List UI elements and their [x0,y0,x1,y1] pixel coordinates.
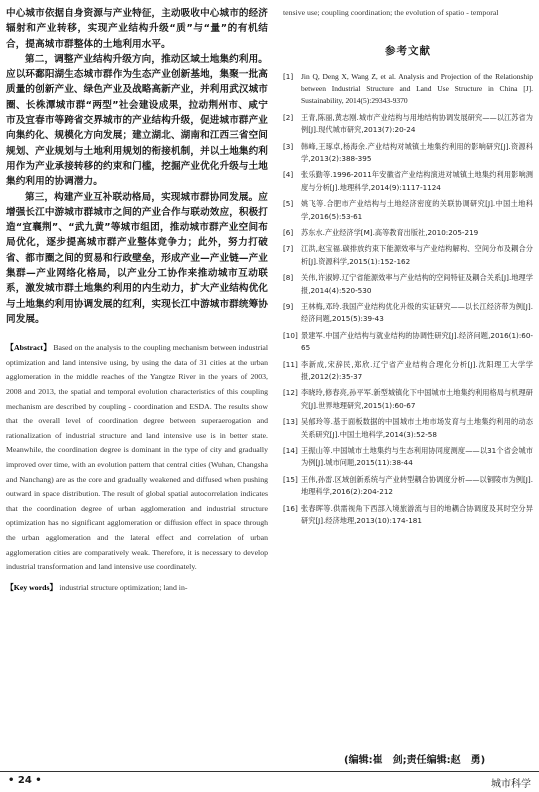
abstract-text: Based on the analysis to the coupling mechanism between industrial optimization and land intensive using, by using the data of 31 cities at the urban agglomeration in the middle reaches of the Yangtze River in the years of 2003, 2008 and 2013, the spatial and temporal evolution characteristics of this coupling mechanism are described by coupling - coordination and ESDA. The results show that the overall level of coordination degree between superaerogation and rationalization of industrial structure and land intensive use is in better state. Meanwhile, the coordination degree is dominant in the type of city and gradually improved over time, with an evolution pattern that central cities (Wuhan, Changsha and Nanchang) are as the core and gradually weakened and diffused when pushing outward in space distribution. The result of global spatial autocorrelation indicates that the coordination degree of urban agglomeration and industrial structure optimization has no significant agglomeration or diffusion effect in space through the urban agglomeration and the lateral effect and correlation of urban agglomeration cities are comparatively weak. Therefore, it is necessary to develop industrial transformation and land intensive use coordinately. [6,343,268,572]
reference-text: 王林梅,邓玲.我国产业结构优化升级的实证研究——以长江经济带为例[J].经济问题,2015(5):39-43 [301,302,533,324]
reference-text: 吴郁玲等.基于面板数据的中国城市土地市场发育与土地集约利用的动态关系研究[J].中国土地科学,2014(3):52-58 [301,417,533,439]
right-column [283,6,533,532]
reference-number: [8] [283,273,294,283]
reference-item [283,387,533,412]
reference-text: Jin Q, Deng X, Wang Z, et al. Analysis and Projection of the Relationship between Industrial Structure and Land Use Structure in China [J]. Sustainability, 2014(5):29343-9370 [301,71,533,106]
reference-item [283,198,533,223]
body-paragraph-2: 第二，调整产业结构升级方向，推动区域土地集约利用。应以环鄱阳湖生态城市群作为生态产业创新基地，集聚一批高质量的创新产业、绿色产业及战略高新产业，并利用武汉城市圈、长株潭城市群“两型”社会建设成果，拉动荆州市、咸宁市及宜春市等跨省交界城市的产业结构升级，促进城市群产业向集约化、规模化方向发展；建立湖北、湖南和江西三省空间规划、产业规划与土地利用规划的衔接机制，并以土地集约利用作为产业承接转移的约束和门槛，挖掘产业优化升级与土地集约利用的协调潜力。 [6,53,268,188]
reference-text: 景建军.中国产业结构与就业结构的协调性研究[J].经济问题,2016(1):60-65 [301,330,533,353]
reference-number: [1] [283,71,294,81]
reference-item [283,445,533,470]
reference-number: [4] [283,170,294,180]
reference-item [283,243,533,268]
reference-text: 江洪,赵宝福.碳排放约束下能源效率与产业结构解构、空间分布及耦合分析[J].资源科学,2015(1):152-162 [301,244,533,266]
reference-item [283,227,533,239]
reference-text: 苏东水.产业经济学[M].高等教育出版社,2010:205-219 [301,227,479,237]
reference-text: 张春晖等.供需视角下西部入境旅游流与目的地耦合协调度及其时空分异研究[J].经济地理,2013(10):174-181 [301,503,533,526]
reference-item [283,272,533,297]
reference-item [283,141,533,166]
reference-item [283,474,533,499]
reference-item [283,330,533,355]
reference-item [283,169,533,194]
keywords-text: industrial structure optimization; land in- [59,582,188,592]
left-column [6,6,268,595]
abstract-label: 【Abstract】 [6,343,52,353]
page-number: • 24 • [8,775,42,786]
reference-number: [9] [283,302,294,311]
reference-text: 王振山等.中国城市土地集约与生态利用协同度测度——以31个省会城市为例[J].城市问题,2015(11):38-44 [301,446,533,468]
reference-item [283,71,533,108]
reference-text: 李新成,宋辞民,郑欣.辽宁省产业结构合理化分析[J].沈阳理工大学学报,2012(2):35-37 [301,359,533,382]
abstract [6,341,268,575]
reference-number: [11] [283,359,298,369]
reference-text: 韩峰,王琢卓,杨海余.产业结构对城镇土地集约利用的影响研究[J].资源科学,2013(2):388-395 [301,141,533,163]
reference-number: [14] [283,446,298,456]
references-title: 参考文献 [385,44,431,57]
reference-number: [16] [283,503,298,513]
reference-item [283,503,533,528]
reference-text: 姚飞等.合肥市产业结构与土地经济密度的关联协调研究[J].中国土地科学,2016(5):53-61 [301,199,533,221]
keywords-continuation: tensive use; coupling coordination; the evolution of spatio - temporal [283,8,499,17]
reference-number: [2] [283,112,294,122]
reference-text: 李晓玲,修春亮,孙平军.新型城镇化下中国城市土地集约利用格局与机理研究[J].世界地理研究,2015(1):60-67 [301,388,533,410]
reference-number: [5] [283,199,294,209]
journal-name: 城市科学 [491,779,531,790]
editor-note: (编辑:崔 剑;责任编辑:赵 勇) [344,755,486,766]
reference-text: 王伟,孙雷.区域创新系统与产业转型耦合协调度分析——以铜陵市为例[J].地理科学,2016(2):204-212 [301,474,533,497]
keywords-label: 【Key words】 [6,582,58,592]
body-paragraph-1: 中心城市依据自身资源与产业特征，主动吸收中心城市的经济辐射和产业转移，实现产业结构升级“质”与“量”的有机结合，提高城市群整体的土地利用水平。 [6,8,268,50]
reference-number: [6] [283,227,294,237]
reference-number: [3] [283,141,294,151]
reference-item [283,112,533,137]
reference-item [283,359,533,384]
reference-number: [13] [283,417,298,427]
reference-text: 王青,陈丽,黄志刚.城市产业结构与用地结构协调发展研究——以江苏省为例[J].现代城市研究,2013(7):20-24 [301,112,533,135]
reference-text: 张乐勤等.1996-2011年安徽省产业结构演进对城镇土地集约利用影响测度与分析[J].地理科学,2014(9):1117-1124 [301,170,533,192]
body-paragraph-3: 第三，构建产业互补联动格局，实现城市群协同发展。应增强长江中游城市群城市之间的产业合作与联动效应，积极打造“宜襄荆”、“武九黄”等城市组团，推动城市群产业空间布局优化，逐步提高城市群产业整体竞争力；此外，努力打破省、都市圈之间的贸易和行政壁垒，形成产业—产业链—产业集群—产业网络化格局，以产业分工协作来推动城市互动联系，激发城市群土地集约利用的内生动力，扩大产业结构优化与土地集约利用协调发展的红利，实现长江中游城市群统筹协同发展。 [6,191,268,325]
reference-item [283,301,533,326]
reference-text: 关伟,许淑婷.辽宁省能源效率与产业结构的空间特征及耦合关系[J].地理学报,2014(4):520-530 [301,273,533,295]
keywords [6,581,268,595]
reference-number: [10] [283,330,298,340]
reference-number: [15] [283,474,298,484]
reference-number: [12] [283,388,298,398]
footer-rule [0,771,539,772]
reference-item [283,416,533,441]
reference-list [283,71,533,528]
reference-number: [7] [283,244,294,254]
